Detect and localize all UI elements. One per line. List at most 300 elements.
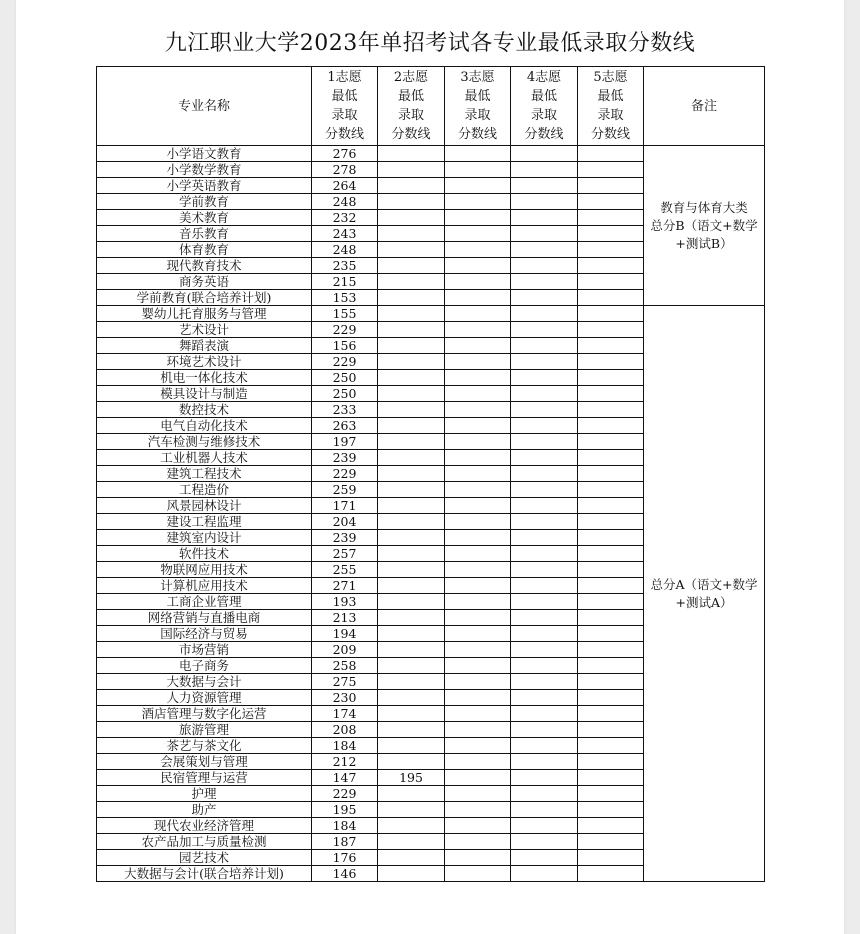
choice-2-score-cell — [378, 498, 445, 514]
choice-5-score-cell — [578, 274, 644, 290]
choice-3-score-cell — [445, 210, 511, 226]
choice-4-score-cell — [511, 178, 578, 194]
table-body — [97, 146, 765, 882]
choice-4-score-cell — [511, 690, 578, 706]
choice-5-score-cell — [578, 466, 644, 482]
choice-3-score-cell — [445, 386, 511, 402]
choice-5-score-cell — [578, 162, 644, 178]
major-name-cell: 园艺技术 — [97, 850, 312, 866]
choice-1-score-cell: 193 — [312, 594, 378, 610]
header-remark: 备注 — [644, 67, 765, 146]
choice-1-score-cell: 276 — [312, 146, 378, 162]
choice-5-score-cell — [578, 706, 644, 722]
major-name-cell: 商务英语 — [97, 274, 312, 290]
choice-5-score-cell — [578, 242, 644, 258]
choice-2-score-cell — [378, 850, 445, 866]
choice-3-score-cell — [445, 514, 511, 530]
choice-2-score-cell — [378, 226, 445, 242]
choice-3-score-cell — [445, 194, 511, 210]
major-name-cell: 电气自动化技术 — [97, 418, 312, 434]
choice-4-score-cell — [511, 674, 578, 690]
choice-4-score-cell — [511, 770, 578, 786]
major-name-cell: 小学语文教育 — [97, 146, 312, 162]
choice-2-score-cell — [378, 594, 445, 610]
choice-1-score-cell: 229 — [312, 786, 378, 802]
choice-4-score-cell — [511, 546, 578, 562]
choice-3-score-cell — [445, 722, 511, 738]
choice-5-score-cell — [578, 482, 644, 498]
major-name-cell: 汽车检测与维修技术 — [97, 434, 312, 450]
choice-4-score-cell — [511, 754, 578, 770]
major-name-cell: 护理 — [97, 786, 312, 802]
choice-5-score-cell — [578, 722, 644, 738]
choice-1-score-cell: 146 — [312, 866, 378, 882]
choice-4-score-cell — [511, 338, 578, 354]
major-name-cell: 风景园林设计 — [97, 498, 312, 514]
choice-5-score-cell — [578, 338, 644, 354]
header-choice-3-line: 3志愿 — [460, 70, 495, 85]
choice-3-score-cell — [445, 834, 511, 850]
choice-3-score-cell — [445, 802, 511, 818]
choice-1-score-cell: 155 — [312, 306, 378, 322]
choice-1-score-cell: 197 — [312, 434, 378, 450]
major-name-cell: 现代教育技术 — [97, 258, 312, 274]
choice-1-score-cell: 257 — [312, 546, 378, 562]
major-name-cell: 工商企业管理 — [97, 594, 312, 610]
header-choice-1-line: 最低 — [331, 89, 358, 104]
choice-5-score-cell — [578, 450, 644, 466]
choice-3-score-cell — [445, 658, 511, 674]
choice-2-score-cell — [378, 450, 445, 466]
choice-2-score-cell — [378, 434, 445, 450]
choice-5-score-cell — [578, 498, 644, 514]
choice-3-score-cell — [445, 290, 511, 306]
choice-3-score-cell — [445, 178, 511, 194]
choice-2-score-cell — [378, 818, 445, 834]
choice-4-score-cell — [511, 658, 578, 674]
header-choice-2-line: 录取 — [397, 108, 424, 123]
choice-1-score-cell: 264 — [312, 178, 378, 194]
major-name-cell: 数控技术 — [97, 402, 312, 418]
choice-2-score-cell — [378, 402, 445, 418]
choice-4-score-cell — [511, 450, 578, 466]
choice-2-score-cell — [378, 802, 445, 818]
major-name-cell: 大数据与会计 — [97, 674, 312, 690]
choice-2-score-cell — [378, 786, 445, 802]
choice-2-score-cell — [378, 546, 445, 562]
choice-1-score-cell: 147 — [312, 770, 378, 786]
major-name-cell: 会展策划与管理 — [97, 754, 312, 770]
choice-2-score-cell — [378, 626, 445, 642]
header-choice-2 — [378, 67, 445, 146]
choice-1-score-cell: 250 — [312, 370, 378, 386]
choice-3-score-cell — [445, 594, 511, 610]
choice-3-score-cell — [445, 626, 511, 642]
choice-1-score-cell: 263 — [312, 418, 378, 434]
choice-3-score-cell — [445, 434, 511, 450]
choice-3-score-cell — [445, 850, 511, 866]
choice-4-score-cell — [511, 594, 578, 610]
choice-4-score-cell — [511, 642, 578, 658]
table-row — [97, 306, 765, 322]
choice-2-score-cell — [378, 418, 445, 434]
choice-5-score-cell — [578, 210, 644, 226]
choice-5-score-cell — [578, 802, 644, 818]
major-name-cell: 现代农业经济管理 — [97, 818, 312, 834]
choice-2-score-cell: 195 — [378, 770, 445, 786]
header-choice-3-line: 分数线 — [457, 127, 497, 142]
choice-3-score-cell — [445, 482, 511, 498]
table-row — [97, 146, 765, 162]
choice-5-score-cell — [578, 642, 644, 658]
choice-4-score-cell — [511, 146, 578, 162]
choice-2-score-cell — [378, 306, 445, 322]
major-name-cell: 工程造价 — [97, 482, 312, 498]
choice-5-score-cell — [578, 354, 644, 370]
remark-line: +测试A） — [675, 594, 733, 610]
choice-3-score-cell — [445, 242, 511, 258]
major-name-cell: 模具设计与制造 — [97, 386, 312, 402]
choice-1-score-cell: 271 — [312, 578, 378, 594]
choice-3-score-cell — [445, 690, 511, 706]
remark-cell — [644, 146, 765, 306]
choice-1-score-cell: 194 — [312, 626, 378, 642]
header-choice-2-line: 最低 — [397, 89, 424, 104]
choice-3-score-cell — [445, 466, 511, 482]
major-name-cell: 软件技术 — [97, 546, 312, 562]
choice-1-score-cell: 156 — [312, 338, 378, 354]
choice-4-score-cell — [511, 866, 578, 882]
choice-1-score-cell: 174 — [312, 706, 378, 722]
choice-1-score-cell: 215 — [312, 274, 378, 290]
choice-4-score-cell — [511, 514, 578, 530]
choice-4-score-cell — [511, 434, 578, 450]
choice-1-score-cell: 209 — [312, 642, 378, 658]
choice-2-score-cell — [378, 690, 445, 706]
header-choice-4-line: 分数线 — [524, 127, 564, 142]
choice-4-score-cell — [511, 610, 578, 626]
major-name-cell: 小学数学教育 — [97, 162, 312, 178]
choice-2-score-cell — [378, 162, 445, 178]
choice-5-score-cell — [578, 818, 644, 834]
choice-1-score-cell: 239 — [312, 530, 378, 546]
choice-1-score-cell: 243 — [312, 226, 378, 242]
choice-3-score-cell — [445, 546, 511, 562]
major-name-cell: 茶艺与茶文化 — [97, 738, 312, 754]
choice-4-score-cell — [511, 354, 578, 370]
choice-1-score-cell: 208 — [312, 722, 378, 738]
choice-2-score-cell — [378, 146, 445, 162]
choice-3-score-cell — [445, 354, 511, 370]
choice-2-score-cell — [378, 194, 445, 210]
choice-3-score-cell — [445, 226, 511, 242]
choice-5-score-cell — [578, 578, 644, 594]
header-choice-5-line: 分数线 — [590, 127, 630, 142]
choice-5-score-cell — [578, 786, 644, 802]
remark-line: 总分A（语文+数学 — [650, 576, 758, 592]
major-name-cell: 建筑工程技术 — [97, 466, 312, 482]
major-name-cell: 国际经济与贸易 — [97, 626, 312, 642]
header-choice-4-line: 录取 — [530, 108, 557, 123]
major-name-cell: 音乐教育 — [97, 226, 312, 242]
major-name-cell: 网络营销与直播电商 — [97, 610, 312, 626]
major-name-cell: 计算机应用技术 — [97, 578, 312, 594]
choice-5-score-cell — [578, 594, 644, 610]
choice-4-score-cell — [511, 402, 578, 418]
choice-3-score-cell — [445, 450, 511, 466]
choice-5-score-cell — [578, 770, 644, 786]
choice-4-score-cell — [511, 834, 578, 850]
choice-5-score-cell — [578, 546, 644, 562]
choice-5-score-cell — [578, 514, 644, 530]
choice-3-score-cell — [445, 498, 511, 514]
choice-1-score-cell: 250 — [312, 386, 378, 402]
choice-2-score-cell — [378, 338, 445, 354]
choice-4-score-cell — [511, 226, 578, 242]
header-choice-4-line: 4志愿 — [526, 70, 562, 85]
choice-2-score-cell — [378, 370, 445, 386]
choice-2-score-cell — [378, 834, 445, 850]
choice-5-score-cell — [578, 850, 644, 866]
admission-score-table — [96, 66, 765, 882]
choice-4-score-cell — [511, 626, 578, 642]
choice-1-score-cell: 235 — [312, 258, 378, 274]
choice-3-score-cell — [445, 338, 511, 354]
major-name-cell: 酒店管理与数字化运营 — [97, 706, 312, 722]
choice-3-score-cell — [445, 530, 511, 546]
header-choice-3-line: 最低 — [464, 89, 491, 104]
choice-4-score-cell — [511, 210, 578, 226]
choice-2-score-cell — [378, 722, 445, 738]
choice-4-score-cell — [511, 162, 578, 178]
choice-1-score-cell: 229 — [312, 466, 378, 482]
choice-4-score-cell — [511, 738, 578, 754]
choice-5-score-cell — [578, 146, 644, 162]
choice-5-score-cell — [578, 370, 644, 386]
choice-2-score-cell — [378, 642, 445, 658]
choice-1-score-cell: 259 — [312, 482, 378, 498]
choice-2-score-cell — [378, 610, 445, 626]
choice-1-score-cell: 275 — [312, 674, 378, 690]
choice-2-score-cell — [378, 866, 445, 882]
choice-4-score-cell — [511, 194, 578, 210]
choice-3-score-cell — [445, 674, 511, 690]
choice-1-score-cell: 213 — [312, 610, 378, 626]
choice-1-score-cell: 187 — [312, 834, 378, 850]
choice-5-score-cell — [578, 626, 644, 642]
choice-1-score-cell: 248 — [312, 242, 378, 258]
choice-3-score-cell — [445, 786, 511, 802]
choice-3-score-cell — [445, 610, 511, 626]
choice-2-score-cell — [378, 658, 445, 674]
major-name-cell: 工业机器人技术 — [97, 450, 312, 466]
choice-5-score-cell — [578, 834, 644, 850]
choice-4-score-cell — [511, 786, 578, 802]
choice-3-score-cell — [445, 258, 511, 274]
choice-3-score-cell — [445, 322, 511, 338]
choice-1-score-cell: 255 — [312, 562, 378, 578]
choice-3-score-cell — [445, 418, 511, 434]
choice-2-score-cell — [378, 258, 445, 274]
choice-3-score-cell — [445, 770, 511, 786]
choice-3-score-cell — [445, 562, 511, 578]
choice-1-score-cell: 204 — [312, 514, 378, 530]
choice-2-score-cell — [378, 466, 445, 482]
remark-line: +测试B） — [675, 235, 733, 251]
choice-5-score-cell — [578, 226, 644, 242]
choice-4-score-cell — [511, 418, 578, 434]
header-choice-5-line: 5志愿 — [593, 70, 628, 85]
choice-4-score-cell — [511, 802, 578, 818]
major-name-cell: 婴幼儿托育服务与管理 — [97, 306, 312, 322]
choice-2-score-cell — [378, 674, 445, 690]
choice-2-score-cell — [378, 578, 445, 594]
header-choice-2-line: 分数线 — [391, 127, 431, 142]
choice-2-score-cell — [378, 178, 445, 194]
choice-3-score-cell — [445, 818, 511, 834]
choice-3-score-cell — [445, 738, 511, 754]
major-name-cell: 小学英语教育 — [97, 178, 312, 194]
major-name-cell: 学前教育 — [97, 194, 312, 210]
choice-5-score-cell — [578, 322, 644, 338]
choice-2-score-cell — [378, 706, 445, 722]
choice-4-score-cell — [511, 530, 578, 546]
choice-5-score-cell — [578, 610, 644, 626]
choice-1-score-cell: 232 — [312, 210, 378, 226]
choice-2-score-cell — [378, 514, 445, 530]
choice-5-score-cell — [578, 866, 644, 882]
major-name-cell: 建筑室内设计 — [97, 530, 312, 546]
major-name-cell: 农产品加工与质量检测 — [97, 834, 312, 850]
choice-3-score-cell — [445, 162, 511, 178]
choice-5-score-cell — [578, 402, 644, 418]
choice-5-score-cell — [578, 674, 644, 690]
choice-1-score-cell: 184 — [312, 738, 378, 754]
choice-3-score-cell — [445, 642, 511, 658]
major-name-cell: 美术教育 — [97, 210, 312, 226]
choice-3-score-cell — [445, 274, 511, 290]
major-name-cell: 物联网应用技术 — [97, 562, 312, 578]
choice-1-score-cell: 171 — [312, 498, 378, 514]
choice-4-score-cell — [511, 466, 578, 482]
choice-1-score-cell: 233 — [312, 402, 378, 418]
major-name-cell: 电子商务 — [97, 658, 312, 674]
choice-5-score-cell — [578, 738, 644, 754]
remark-line: 总分B（语文+数学 — [650, 217, 758, 233]
choice-4-score-cell — [511, 322, 578, 338]
choice-2-score-cell — [378, 562, 445, 578]
choice-2-score-cell — [378, 242, 445, 258]
major-name-cell: 环境艺术设计 — [97, 354, 312, 370]
choice-2-score-cell — [378, 290, 445, 306]
choice-5-score-cell — [578, 658, 644, 674]
choice-3-score-cell — [445, 306, 511, 322]
choice-3-score-cell — [445, 578, 511, 594]
header-choice-1-line: 录取 — [331, 108, 358, 123]
choice-1-score-cell: 212 — [312, 754, 378, 770]
choice-1-score-cell: 229 — [312, 354, 378, 370]
remark-cell — [644, 306, 765, 882]
header-choice-5-line: 录取 — [597, 108, 624, 123]
header-choice-1-line: 分数线 — [324, 127, 364, 142]
choice-2-score-cell — [378, 386, 445, 402]
choice-1-score-cell: 248 — [312, 194, 378, 210]
choice-2-score-cell — [378, 738, 445, 754]
choice-1-score-cell: 153 — [312, 290, 378, 306]
choice-5-score-cell — [578, 418, 644, 434]
choice-4-score-cell — [511, 258, 578, 274]
choice-1-score-cell: 184 — [312, 818, 378, 834]
page-title: 九江职业大学2023年单招考试各专业最低录取分数线 — [164, 31, 696, 56]
choice-2-score-cell — [378, 274, 445, 290]
choice-1-score-cell: 239 — [312, 450, 378, 466]
choice-4-score-cell — [511, 290, 578, 306]
choice-1-score-cell: 278 — [312, 162, 378, 178]
choice-1-score-cell: 176 — [312, 850, 378, 866]
header-choice-1 — [312, 67, 378, 146]
choice-1-score-cell: 229 — [312, 322, 378, 338]
table-header-row — [97, 67, 765, 146]
choice-4-score-cell — [511, 850, 578, 866]
choice-4-score-cell — [511, 722, 578, 738]
choice-4-score-cell — [511, 498, 578, 514]
choice-3-score-cell — [445, 370, 511, 386]
choice-4-score-cell — [511, 482, 578, 498]
header-choice-5 — [578, 67, 644, 146]
choice-5-score-cell — [578, 258, 644, 274]
choice-3-score-cell — [445, 754, 511, 770]
choice-5-score-cell — [578, 754, 644, 770]
choice-4-score-cell — [511, 242, 578, 258]
remark-line: 教育与体育大类 — [660, 199, 748, 215]
major-name-cell: 大数据与会计(联合培养计划) — [97, 866, 312, 882]
major-name-cell: 舞蹈表演 — [97, 338, 312, 354]
choice-5-score-cell — [578, 434, 644, 450]
choice-1-score-cell: 195 — [312, 802, 378, 818]
choice-5-score-cell — [578, 290, 644, 306]
choice-3-score-cell — [445, 866, 511, 882]
choice-2-score-cell — [378, 354, 445, 370]
choice-5-score-cell — [578, 306, 644, 322]
choice-2-score-cell — [378, 210, 445, 226]
choice-2-score-cell — [378, 530, 445, 546]
choice-3-score-cell — [445, 402, 511, 418]
choice-3-score-cell — [445, 706, 511, 722]
major-name-cell: 人力资源管理 — [97, 690, 312, 706]
header-choice-3 — [445, 67, 511, 146]
choice-4-score-cell — [511, 562, 578, 578]
choice-5-score-cell — [578, 178, 644, 194]
choice-4-score-cell — [511, 578, 578, 594]
major-name-cell: 建设工程监理 — [97, 514, 312, 530]
choice-5-score-cell — [578, 690, 644, 706]
major-name-cell: 学前教育(联合培养计划) — [97, 290, 312, 306]
choice-5-score-cell — [578, 530, 644, 546]
choice-1-score-cell: 258 — [312, 658, 378, 674]
major-name-cell: 旅游管理 — [97, 722, 312, 738]
major-name-cell: 市场营销 — [97, 642, 312, 658]
header-choice-3-line: 录取 — [464, 108, 491, 123]
major-name-cell: 民宿管理与运营 — [97, 770, 312, 786]
major-name-cell: 体育教育 — [97, 242, 312, 258]
header-choice-5-line: 最低 — [597, 89, 624, 104]
major-name-cell: 助产 — [97, 802, 312, 818]
choice-2-score-cell — [378, 754, 445, 770]
major-name-cell: 机电一体化技术 — [97, 370, 312, 386]
choice-5-score-cell — [578, 562, 644, 578]
choice-2-score-cell — [378, 482, 445, 498]
major-name-cell: 艺术设计 — [97, 322, 312, 338]
